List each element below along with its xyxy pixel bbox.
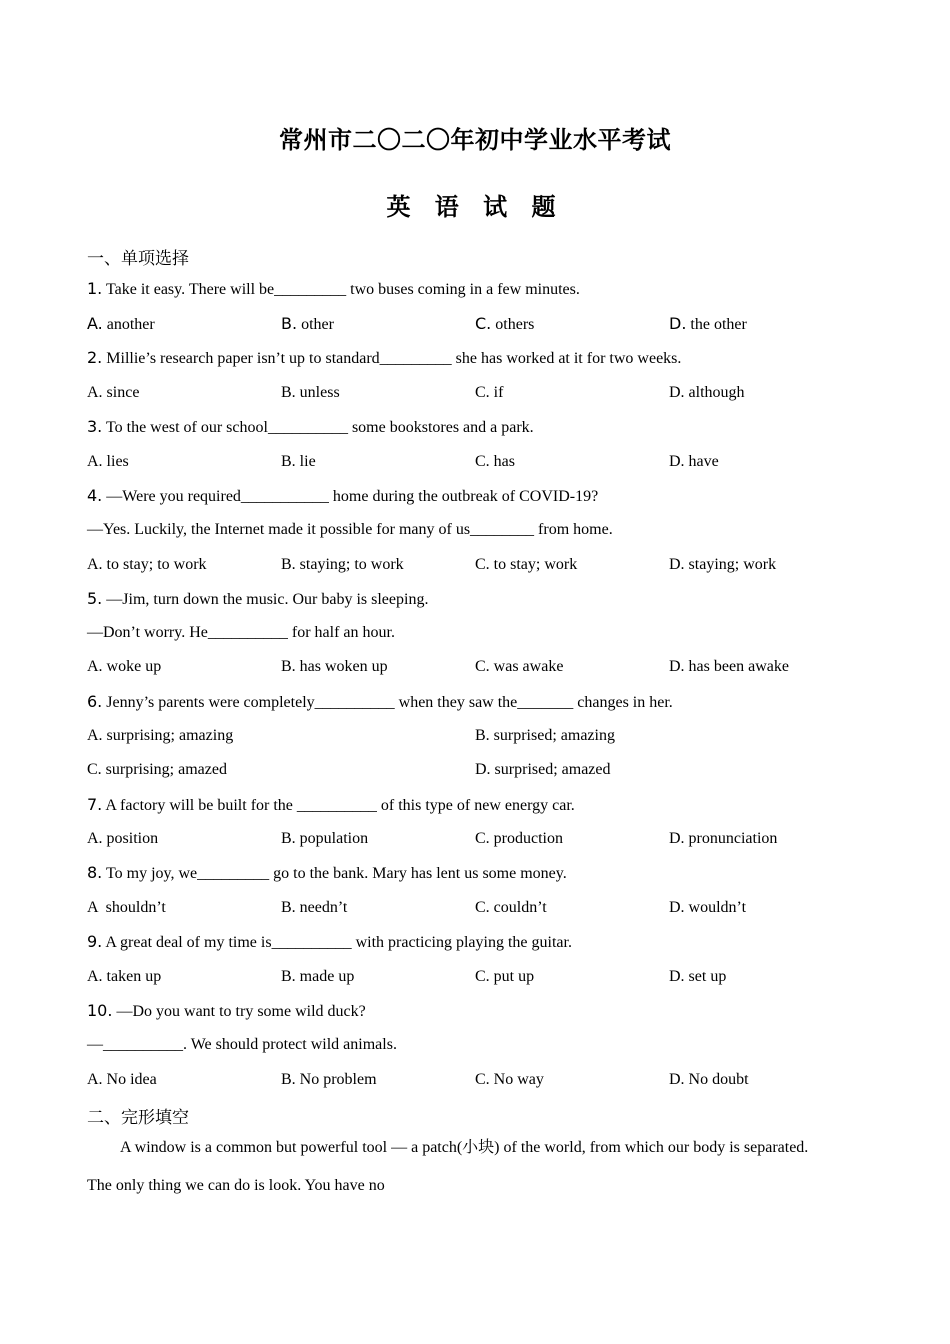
question-6-options-row1: [87, 726, 887, 746]
option-a[interactable]: A. taken up: [87, 968, 162, 985]
option-c[interactable]: C. No way: [475, 1071, 544, 1088]
option-c[interactable]: C. was awake: [475, 658, 564, 675]
option-a[interactable]: A. since: [87, 384, 140, 401]
question-text: Take it easy. There will be_________ two buses coming in a few minutes.: [102, 281, 580, 298]
section-heading-single-choice: 一、单项选择: [87, 249, 189, 269]
option-d[interactable]: D. pronunciation: [669, 830, 778, 847]
option-b[interactable]: B. surprised; amazing: [475, 727, 615, 744]
question-text: —Were you required___________ home during the outbreak of COVID-19?: [102, 488, 599, 505]
question-1: [87, 279, 580, 300]
question-7-options: [87, 829, 887, 849]
question-text: To my joy, we_________ go to the bank. Mary has lent us some money.: [102, 865, 567, 882]
passage-line-2: The only thing we can do is look. You have no: [87, 1177, 385, 1194]
option-c[interactable]: C. couldn’t: [475, 899, 547, 916]
question-4-reply: —Yes. Luckily, the Internet made it possible for many of us________ from home.: [87, 521, 613, 538]
option-b[interactable]: B. has woken up: [281, 658, 388, 675]
question-4: [87, 486, 598, 507]
question-number: 3.: [87, 417, 103, 436]
option-d[interactable]: D. have: [669, 453, 719, 470]
option-b[interactable]: B. needn’t: [281, 899, 348, 916]
question-6: [87, 692, 673, 713]
option-b[interactable]: B. made up: [281, 968, 355, 985]
question-text: Jenny’s parents were completely__________ when they saw the_______ changes in her.: [102, 694, 673, 711]
option-a[interactable]: A shouldn’t: [87, 899, 166, 916]
question-number: 1.: [87, 279, 103, 298]
question-4-options: [87, 555, 887, 575]
question-text: A factory will be built for the __________ of this type of new energy car.: [102, 797, 575, 814]
option-b[interactable]: B. staying; to work: [281, 556, 404, 573]
option-b[interactable]: B. unless: [281, 384, 340, 401]
option-b[interactable]: B. other: [281, 314, 334, 333]
option-c[interactable]: C. has: [475, 453, 515, 470]
exam-title: 常州市二〇二〇年初中学业水平考试: [279, 126, 671, 154]
question-2-options: [87, 383, 887, 403]
question-3-options: [87, 452, 887, 472]
question-10: [87, 1001, 366, 1022]
question-6-options-row2: [87, 760, 887, 780]
option-a[interactable]: A. woke up: [87, 658, 162, 675]
question-number: 2.: [87, 348, 103, 367]
question-text: —Do you want to try some wild duck?: [112, 1003, 366, 1020]
question-8: [87, 863, 567, 884]
option-a[interactable]: A. position: [87, 830, 159, 847]
question-number: 5.: [87, 589, 103, 608]
option-b[interactable]: B. population: [281, 830, 369, 847]
question-9-options: [87, 967, 887, 987]
question-1-options: [87, 314, 887, 334]
option-d[interactable]: D. set up: [669, 968, 727, 985]
option-d[interactable]: D. has been awake: [669, 658, 789, 675]
option-a[interactable]: A. to stay; to work: [87, 556, 207, 573]
question-number: 7.: [87, 795, 103, 814]
question-number: 4.: [87, 486, 103, 505]
question-10-options: [87, 1070, 887, 1090]
exam-subtitle: 英 语 试 题: [386, 193, 564, 221]
question-number: 6.: [87, 692, 103, 711]
question-number: 8.: [87, 863, 103, 882]
passage-line-1: A window is a common but powerful tool — a patch(小块) of the world, from which our body is separated.: [120, 1139, 809, 1156]
question-text: —Jim, turn down the music. Our baby is sleeping.: [102, 591, 429, 608]
option-c[interactable]: C. if: [475, 384, 504, 401]
option-c[interactable]: C. put up: [475, 968, 535, 985]
option-a[interactable]: A. another: [87, 314, 155, 333]
option-d[interactable]: D. wouldn’t: [669, 899, 747, 916]
question-text: To the west of our school__________ some bookstores and a park.: [102, 419, 534, 436]
question-7: [87, 795, 575, 816]
option-a[interactable]: A. No idea: [87, 1071, 157, 1088]
question-number: 9.: [87, 932, 103, 951]
question-2: [87, 348, 681, 369]
question-text: A great deal of my time is__________ with practicing playing the guitar.: [102, 934, 572, 951]
option-d[interactable]: D. although: [669, 384, 745, 401]
option-d[interactable]: D. the other: [669, 314, 747, 333]
question-5-reply: —Don’t worry. He__________ for half an hour.: [87, 624, 395, 641]
option-b[interactable]: B. No problem: [281, 1071, 377, 1088]
option-a[interactable]: A. lies: [87, 453, 129, 470]
question-10-reply: —__________. We should protect wild animals.: [87, 1036, 397, 1053]
option-c[interactable]: C. others: [475, 314, 535, 333]
option-d[interactable]: D. staying; work: [669, 556, 777, 573]
question-text: Millie’s research paper isn’t up to standard_________ she has worked at it for two weeks.: [102, 350, 682, 367]
option-a[interactable]: A. surprising; amazing: [87, 727, 234, 744]
section-heading-cloze: 二、完形填空: [87, 1108, 189, 1128]
question-8-options: [87, 898, 887, 918]
option-b[interactable]: B. lie: [281, 453, 316, 470]
question-number: 10.: [87, 1001, 113, 1020]
question-5: [87, 589, 428, 610]
option-d[interactable]: D. No doubt: [669, 1071, 749, 1088]
question-5-options: [87, 657, 887, 677]
option-d[interactable]: D. surprised; amazed: [475, 761, 611, 778]
option-c[interactable]: C. to stay; work: [475, 556, 578, 573]
question-3: [87, 417, 534, 438]
option-c[interactable]: C. production: [475, 830, 563, 847]
option-c[interactable]: C. surprising; amazed: [87, 761, 227, 778]
question-9: [87, 932, 572, 953]
